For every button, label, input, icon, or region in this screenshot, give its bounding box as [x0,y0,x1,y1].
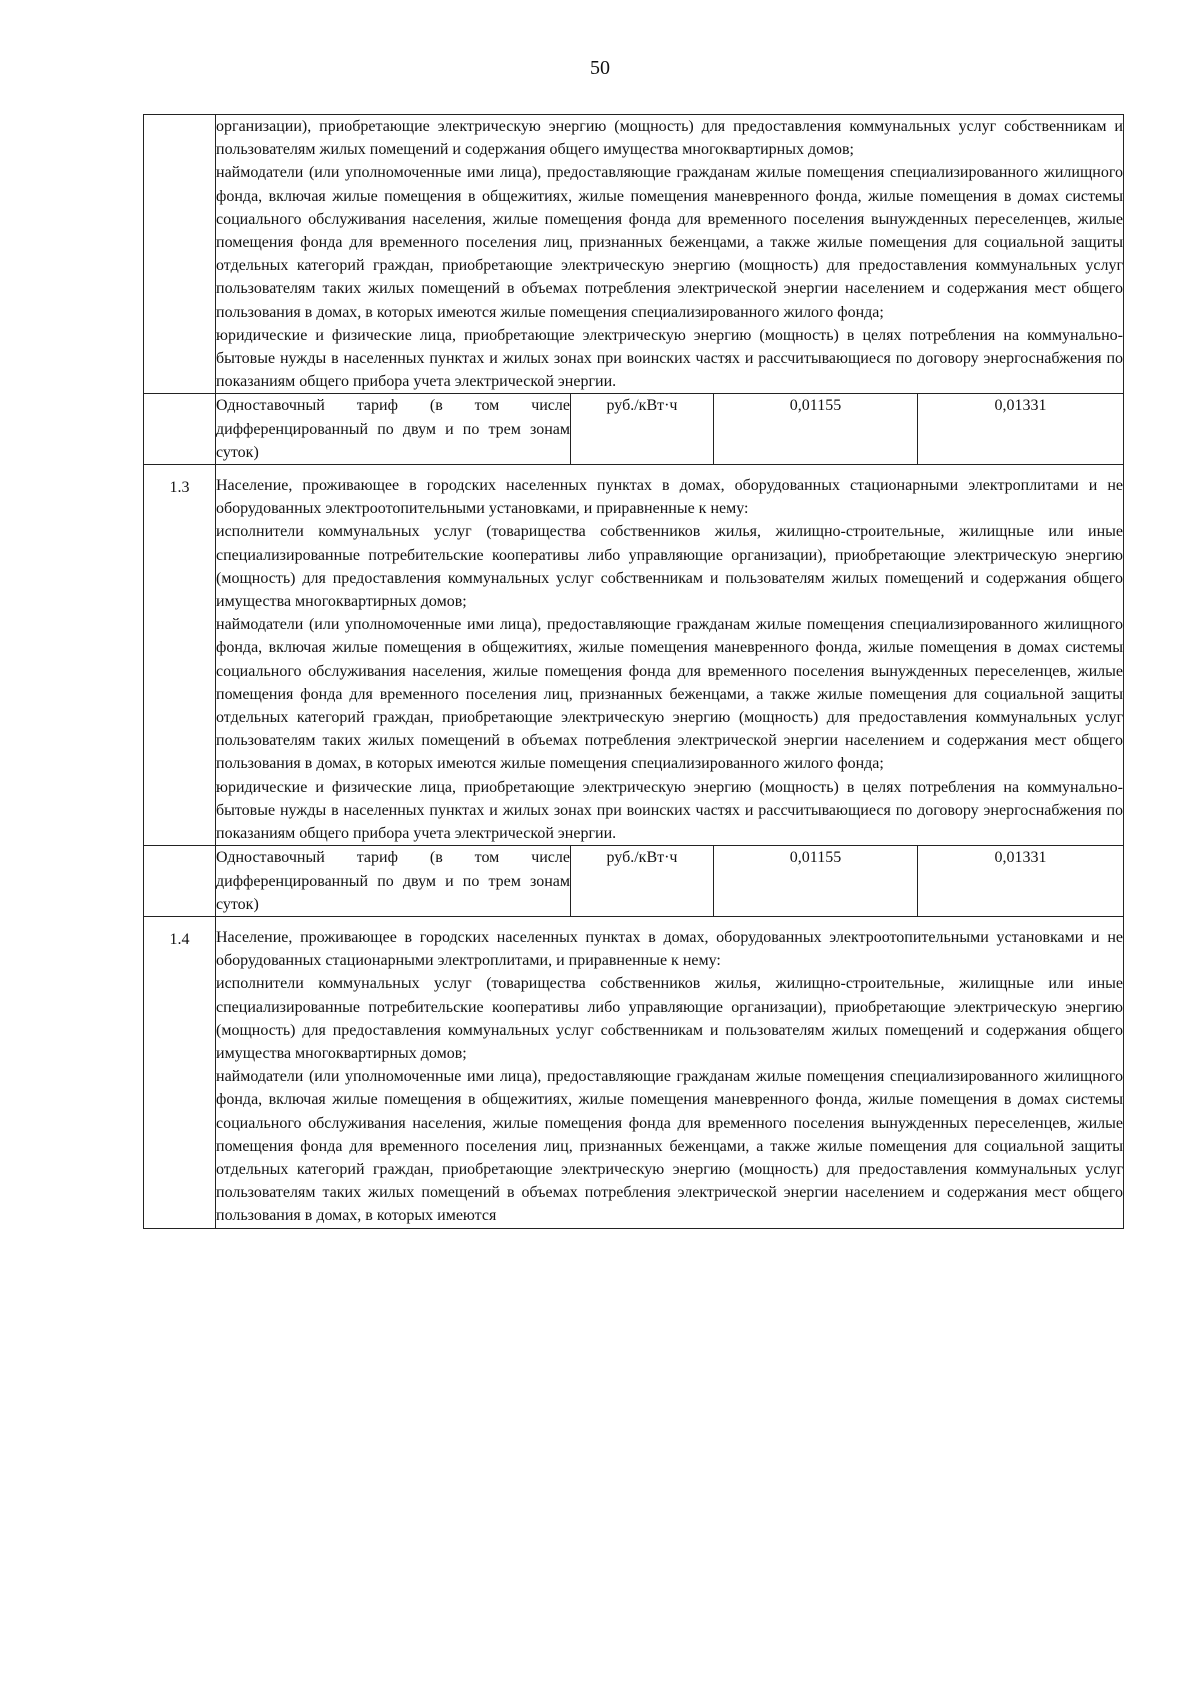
tariff-unit: руб./кВт·ч [571,846,714,917]
description-paragraph: наймодатели (или уполномоченные ими лица), предоставляющие гражданам жилые помещения специализированного жилищного фонда, включая жилые помещения в общежитиях, жилые помещения маневренного фонда, жилые помещения в домах системы социального обслуживания населения, жилые помещения фонда для временного поселения вынужденных переселенцев, жилые помещения фонда для временного поселения лиц, признанных беженцами, а также жилые помещения для социальной защиты отдельных категорий граждан, приобретающие электрическую энергию (мощность) для предоставления коммунальных услуг пользователям таких жилых помещений в объемах потребления электрической энергии населением и содержания мест общего пользования в домах, в которых имеются жилые помещения специализированного жилого фонда; [216,164,1123,321]
description-paragraph: исполнители коммунальных услуг (товарищества собственников жилья, жилищно-строительные, жилищные или иные специализированные потребительские кооперативы либо управляющие организации), приобретающие электрическую энергию (мощность) для предоставления коммунальных услуг собственникам и пользователям жилых помещений и содержания общего имущества многоквартирных домов; [216,523,1123,611]
description-paragraph: исполнители коммунальных услуг (товарищества собственников жилья, жилищно-строительные, жилищные или иные специализированные потребительские кооперативы либо управляющие организации), приобретающие электрическую энергию (мощность) для предоставления коммунальных услуг собственникам и пользователям жилых помещений и содержания общего имущества многоквартирных домов; [216,975,1123,1062]
tariff-table [143,114,1124,1229]
tariff-name: Одноставочный тариф (в том числе дифференцированный по двум и по трем зонам суток) [216,394,571,465]
description-paragraph: Население, проживающее в городских населенных пунктах в домах, оборудованных электроотопительными установками и не оборудованных стационарными электроплитами, и приравненные к нему: [216,928,1123,970]
description-paragraph: юридические и физические лица, приобретающие электрическую энергию (мощность) в целях потребления на коммунально-бытовые нужды в населенных пунктах и жилых зонах при воинских частях и рассчитывающиеся по договору энергоснабжения по показаниям общего прибора учета электрической энергии. [216,326,1123,391]
tariff-value-second-half: 0,01331 [918,846,1124,917]
row-number-cell: 1.3 [144,465,216,846]
tariff-value-first-half: 0,01155 [714,394,918,465]
description-paragraph: наймодатели (или уполномоченные ими лица), предоставляющие гражданам жилые помещения специализированного жилищного фонда, включая жилые помещения в общежитиях, жилые помещения маневренного фонда, жилые помещения в домах системы социального обслуживания населения, жилые помещения фонда для временного поселения вынужденных переселенцев, жилые помещения фонда для временного поселения лиц, признанных беженцами, а также жилые помещения для социальной защиты отдельных категорий граждан, приобретающие электрическую энергию (мощность) для предоставления коммунальных услуг пользователям таких жилых помещений в объемах потребления электрической энергии населением и содержания мест общего пользования в домах, в которых имеются [216,1068,1123,1225]
tariff-row [144,394,1124,465]
description-paragraph: организации), приобретающие электрическую энергию (мощность) для предоставления коммунальных услуг собственникам и пользователям жилых помещений и содержания общего имущества многоквартирных домов; [216,118,1123,159]
description-paragraph: Население, проживающее в городских населенных пунктах в домах, оборудованных стационарными электроплитами и не оборудованных электроотопительными установками, и приравненные к нему: [216,477,1123,518]
page-number: 50 [590,57,610,79]
tariff-value-second-half: 0,01331 [918,394,1124,465]
tariff-unit: руб./кВт·ч [571,394,714,465]
tariff-value-first-half: 0,01155 [714,846,918,917]
description-paragraph: юридические и физические лица, приобретающие электрическую энергию (мощность) в целях потребления на коммунально-бытовые нужды в населенных пунктах и жилых зонах при воинских частях и рассчитывающиеся по договору энергоснабжения по показаниям общего прибора учета электрической энергии. [216,778,1123,843]
row-number-cell [144,394,216,465]
table-row [144,465,1124,846]
row-number-cell [144,115,216,394]
row-number-cell [144,846,216,917]
row-number-cell: 1.4 [144,916,216,1228]
tariff-row [144,846,1124,917]
description-cell [216,115,1124,394]
description-cell [216,465,1124,846]
table-row [144,115,1124,394]
table-row [144,916,1124,1228]
tariff-name: Одноставочный тариф (в том числе дифференцированный по двум и по трем зонам суток) [216,846,571,917]
description-cell [216,916,1124,1228]
description-paragraph: наймодатели (или уполномоченные ими лица), предоставляющие гражданам жилые помещения специализированного жилищного фонда, включая жилые помещения в общежитиях, жилые помещения маневренного фонда, жилые помещения в домах системы социального обслуживания населения, жилые помещения фонда для временного поселения вынужденных переселенцев, жилые помещения фонда для временного поселения лиц, признанных беженцами, а также жилые помещения для социальной защиты отдельных категорий граждан, приобретающие электрическую энергию (мощность) для предоставления коммунальных услуг пользователям таких жилых помещений в объемах потребления электрической энергии населением и содержания мест общего пользования в домах, в которых имеются жилые помещения специализированного жилого фонда; [216,616,1123,773]
